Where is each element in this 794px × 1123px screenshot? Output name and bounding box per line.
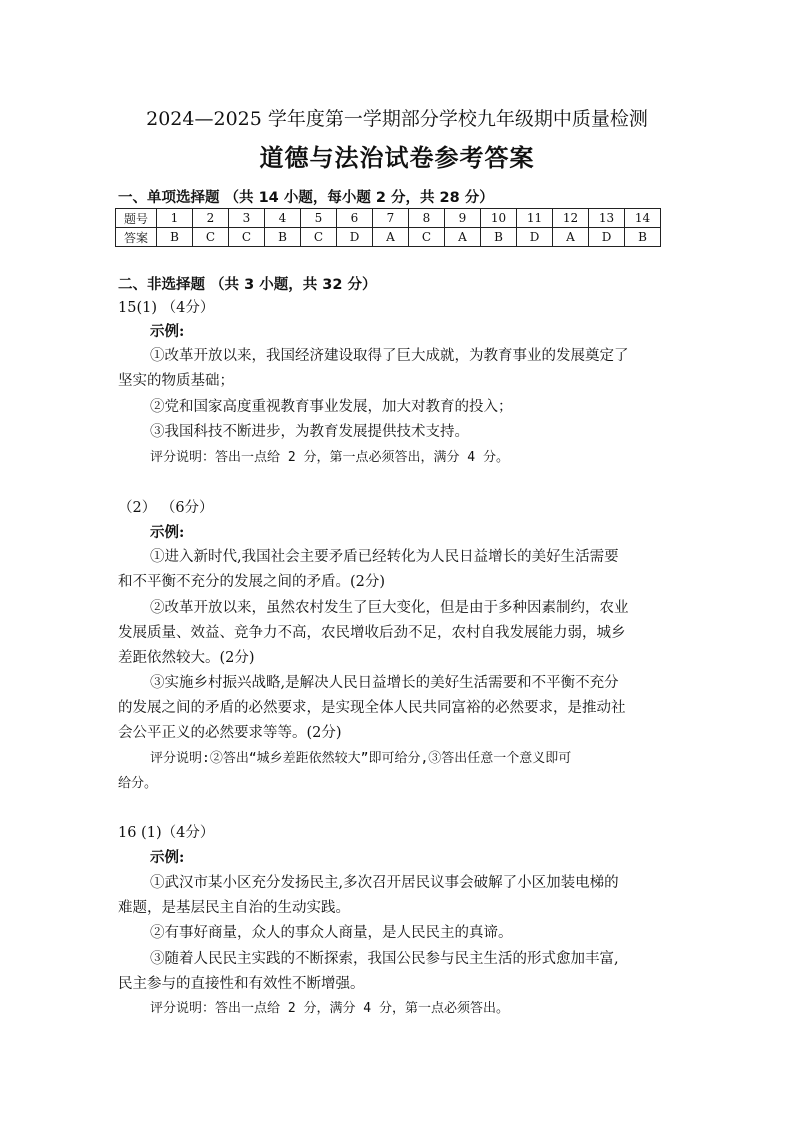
table-cell: 13 bbox=[589, 209, 625, 228]
section1-heading: 一、单项选择题 （共 14 小题，每小题 2 分，共 28 分） bbox=[118, 190, 494, 206]
answer-text: 发展质量、效益、竞争力不高，农民增收后劲不足，农村自我发展能力弱，城乡 bbox=[118, 625, 626, 641]
answer-text: ②有事好商量，众人的事众人商量，是人民民主的真谛。 bbox=[150, 925, 513, 941]
table-cell: 14 bbox=[625, 209, 661, 228]
table-cell: C bbox=[301, 228, 337, 247]
scoring-note: 评分说明:②答出“城乡差距依然较大”即可给分,③答出任意一个意义即可 bbox=[150, 751, 572, 766]
answer-text: ③实施乡村振兴战略,是解决人民日益增长的美好生活需要和不平衡不充分 bbox=[150, 675, 619, 691]
question-label: （2） （6分） bbox=[118, 500, 214, 516]
table-cell: B bbox=[265, 228, 301, 247]
table-cell: 1 bbox=[157, 209, 193, 228]
table-cell: C bbox=[193, 228, 229, 247]
example-label: 示例: bbox=[150, 849, 185, 866]
answer-text: ①进入新时代,我国社会主要矛盾已经转化为人民日益增长的美好生活需要 bbox=[150, 549, 619, 565]
table-row-answers bbox=[116, 228, 661, 247]
table-row-numbers bbox=[116, 209, 661, 228]
example-label: 示例: bbox=[150, 323, 185, 340]
table-cell: 6 bbox=[337, 209, 373, 228]
row-label-answer: 答案 bbox=[116, 228, 157, 247]
answer-text: 民主参与的直接性和有效性不断增强。 bbox=[118, 976, 365, 992]
table-cell: 7 bbox=[373, 209, 409, 228]
table-cell: B bbox=[481, 228, 517, 247]
table-cell: 10 bbox=[481, 209, 517, 228]
answer-text: ③我国科技不断进步，为教育发展提供技术支持。 bbox=[150, 424, 469, 440]
section2-heading: 二、非选择题 （共 3 小题，共 32 分） bbox=[118, 277, 377, 293]
table-cell: C bbox=[229, 228, 265, 247]
table-cell: D bbox=[517, 228, 553, 247]
answer-text: 会公平正义的必然要求等等。(2分) bbox=[118, 725, 342, 741]
answer-text: ②党和国家高度重视教育事业发展，加大对教育的投入； bbox=[150, 399, 513, 415]
table-cell: B bbox=[157, 228, 193, 247]
question-label: 16 (1)（4分） bbox=[118, 825, 215, 841]
example-label: 示例: bbox=[150, 524, 185, 541]
table-cell: 12 bbox=[553, 209, 589, 228]
answer-text: 的发展之间的矛盾的必然要求，是实现全体人民共同富裕的必然要求，是推动社 bbox=[118, 700, 626, 716]
table-cell: 2 bbox=[193, 209, 229, 228]
answer-text: ①武汉市某小区充分发扬民主,多次召开居民议事会破解了小区加装电梯的 bbox=[150, 875, 619, 891]
scoring-note: 给分。 bbox=[118, 776, 158, 791]
table-cell: 3 bbox=[229, 209, 265, 228]
table-cell: D bbox=[337, 228, 373, 247]
table-cell: A bbox=[445, 228, 481, 247]
answer-text: ①改革开放以来，我国经济建设取得了巨大成就，为教育事业的发展奠定了 bbox=[150, 348, 629, 364]
answer-text: 坚实的物质基础； bbox=[118, 373, 234, 389]
answer-text: ③随着人民民主实践的不断探索，我国公民参与民主生活的形式愈加丰富, bbox=[150, 951, 619, 967]
table-cell: C bbox=[409, 228, 445, 247]
exam-title: 2024—2025 学年度第一学期部分学校九年级期中质量检测 bbox=[146, 108, 648, 130]
answer-text: 难题，是基层民主自治的生动实践。 bbox=[118, 900, 350, 916]
table-cell: D bbox=[589, 228, 625, 247]
table-cell: 5 bbox=[301, 209, 337, 228]
table-cell: 8 bbox=[409, 209, 445, 228]
answer-key-title: 道德与法治试卷参考答案 bbox=[259, 143, 535, 172]
row-label-number: 题号 bbox=[116, 209, 157, 228]
answer-table bbox=[115, 208, 661, 247]
scoring-note: 评分说明：答出一点给 2 分，第一点必须答出，满分 4 分。 bbox=[150, 450, 509, 465]
answer-text: 差距依然较大。(2分) bbox=[118, 650, 255, 666]
answer-text: ②改革开放以来，虽然农村发生了巨大变化，但是由于多种因素制约，农业 bbox=[150, 600, 629, 616]
question-label: 15(1) （4分） bbox=[118, 300, 215, 316]
table-cell: 9 bbox=[445, 209, 481, 228]
table-cell: B bbox=[625, 228, 661, 247]
scoring-note: 评分说明：答出一点给 2 分，满分 4 分，第一点必须答出。 bbox=[150, 1001, 509, 1016]
table-cell: 11 bbox=[517, 209, 553, 228]
table-cell: 4 bbox=[265, 209, 301, 228]
table-cell: A bbox=[553, 228, 589, 247]
answer-text: 和不平衡不充分的发展之间的矛盾。(2分) bbox=[118, 574, 386, 590]
table-cell: A bbox=[373, 228, 409, 247]
